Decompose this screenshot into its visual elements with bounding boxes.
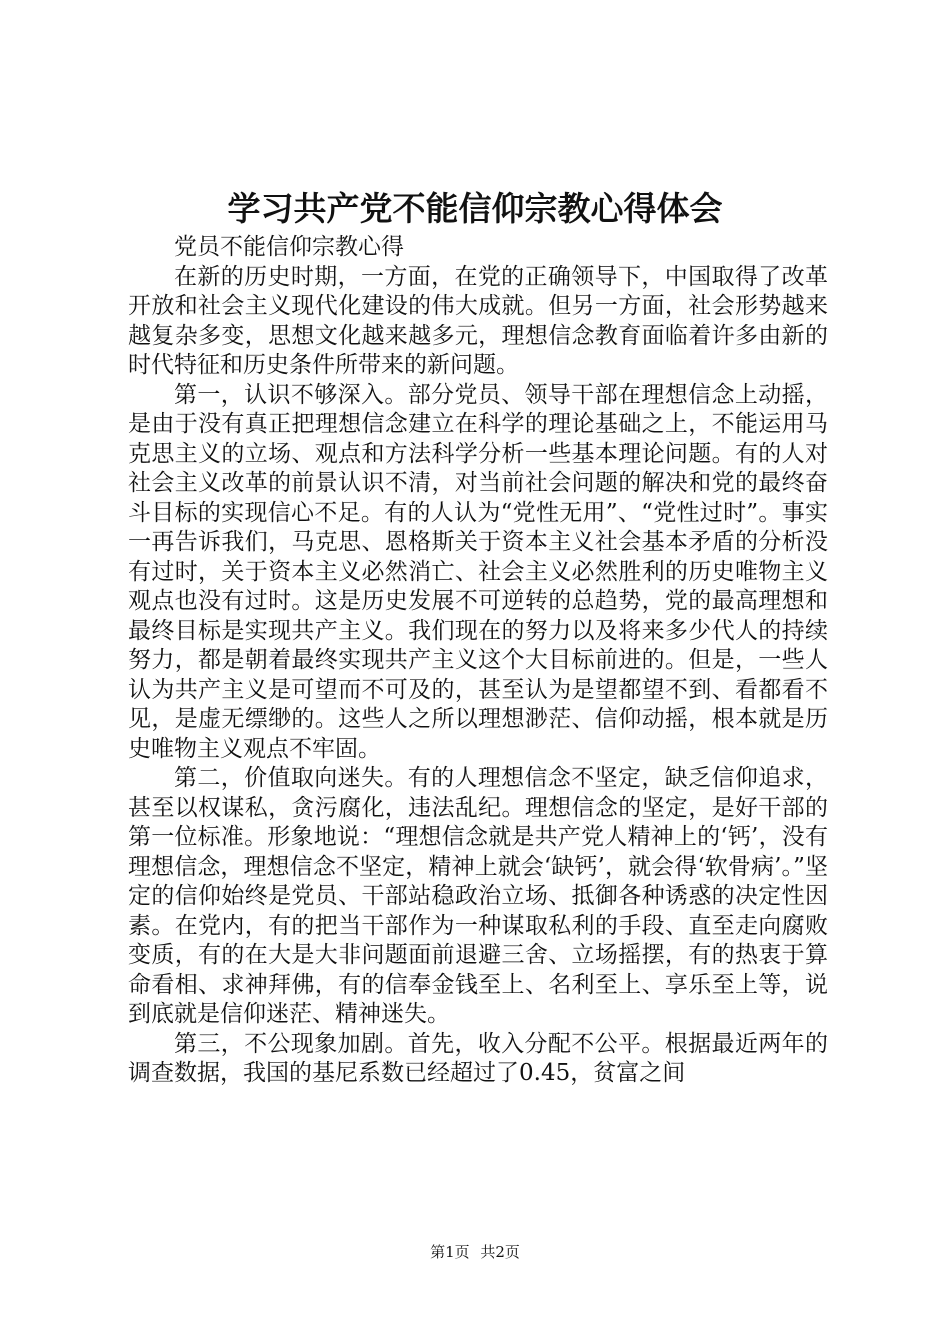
- body-paragraph: 第三，不公现象加剧。首先，收入分配不公平。根据最近两年的调查数据，我国的基尼系数已经超过了0.45，贫富之间: [128, 1030, 828, 1086]
- document-body: [128, 233, 828, 1089]
- document-subtitle: 党员不能信仰宗教心得: [174, 234, 404, 260]
- body-paragraph: 第一，认识不够深入。部分党员、领导干部在理想信念上动摇，是由于没有真正把理想信念建立在科学的理论基础之上，不能运用马克思主义的立场、观点和方法科学分析一些基本理论问题。有的人对社会主义改革的前景认识不清，对当前社会问题的解决和党的最终奋斗目标的实现信心不足。有的人认为“党性无用”、“党性过时”。事实一再告诉我们，马克思、恩格斯关于资本主义社会基本矛盾的分析没有过时，关于资本主义必然消亡、社会主义必然胜利的历史唯物主义观点也没有过时。这是历史发展不可逆转的总趋势，党的最高理想和最终目标是实现共产主义。我们现在的努力以及将来多少代人的持续努力，都是朝着最终实现共产主义这个大目标前进的。但是，一些人认为共产主义是可望而不可及的，甚至认为是望都望不到、看都看不见，是虚无缥缈的。这些人之所以理想渺茫、信仰动摇，根本就是历史唯物主义观点不牢固。: [128, 381, 828, 762]
- page-footer: [0, 1242, 950, 1262]
- page-number-current: 第1页: [430, 1243, 470, 1261]
- page-number-total: 共2页: [480, 1243, 520, 1261]
- body-paragraph: 在新的历史时期，一方面，在党的正确领导下，中国取得了改革开放和社会主义现代化建设的伟大成就。但另一方面，社会形势越来越复杂多变，思想文化越来越多元，理想信念教育面临着许多由新的时代特征和历史条件所带来的新问题。: [128, 263, 828, 378]
- body-paragraph: 第二，价值取向迷失。有的人理想信念不坚定，缺乏信仰追求，甚至以权谋私，贪污腐化，违法乱纪。理想信念的坚定，是好干部的第一位标准。形象地说：“理想信念就是共产党人精神上的‘钙’，没有理想信念，理想信念不坚定，精神上就会‘缺钙’，就会得‘软骨病’。”坚定的信仰始终是党员、干部站稳政治立场、抵御各种诱惑的决定性因素。在党内，有的把当干部作为一种谋取私利的手段、直至走向腐败变质，有的在大是大非问题面前退避三舍、立场摇摆，有的热衷于算命看相、求神拜佛，有的信奉金钱至上、名利至上、享乐至上等，说到底就是信仰迷茫、精神迷失。: [128, 765, 828, 1027]
- document-title: 学习共产党不能信仰宗教心得体会: [227, 189, 723, 228]
